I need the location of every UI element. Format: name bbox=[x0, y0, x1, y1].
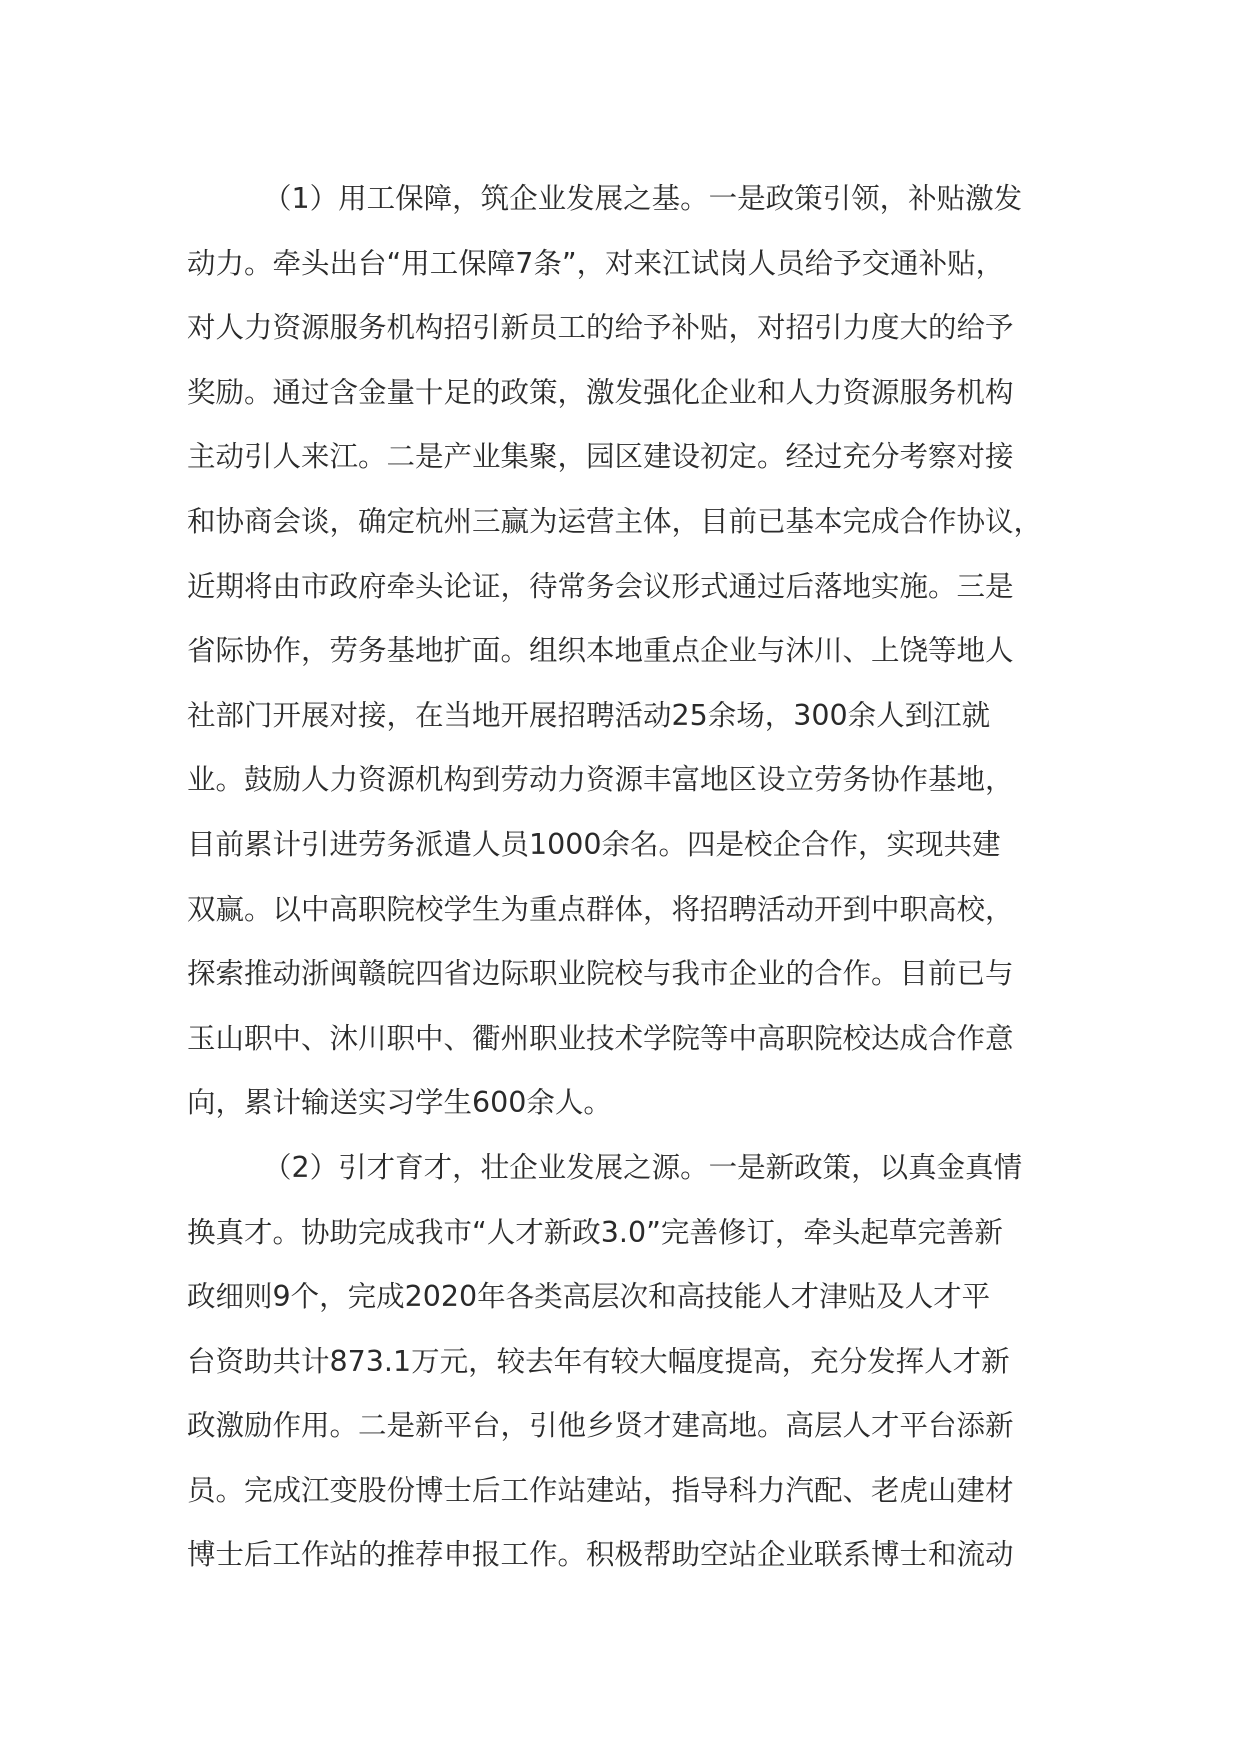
paragraph-line: 向，累计输送实习学生600余人。 bbox=[187, 1086, 612, 1120]
paragraph-line: 主动引人来江。二是产业集聚，园区建设初定。经过充分考察对接 bbox=[187, 440, 1014, 474]
paragraph-line: 业。鼓励人力资源机构到劳动力资源丰富地区设立劳务协作基地， bbox=[187, 763, 1014, 797]
paragraph-line: 政激励作用。二是新平台，引他乡贤才建高地。高层人才平台添新 bbox=[187, 1409, 1014, 1443]
paragraph-line: 员。完成江变股份博士后工作站建站，指导科力汽配、老虎山建材 bbox=[187, 1473, 1014, 1507]
paragraph-line: 对人力资源服务机构招引新员工的给予补贴，对招引力度大的给予 bbox=[187, 311, 1014, 345]
paragraph-line: 探索推动浙闽赣皖四省边际职业院校与我市企业的合作。目前已与 bbox=[187, 957, 1014, 991]
paragraph-line: 省际协作，劳务基地扩面。组织本地重点企业与沐川、上饶等地人 bbox=[187, 634, 1014, 668]
paragraph-line: （2）引才育才，壮企业发展之源。一是新政策，以真金真情 bbox=[263, 1150, 1023, 1184]
paragraph-line: 玉山职中、沐川职中、衢州职业技术学院等中高职院校达成合作意 bbox=[187, 1021, 1014, 1055]
document-body bbox=[187, 167, 1057, 1588]
paragraph-line: 近期将由市政府牵头论证，待常务会议形式通过后落地实施。三是 bbox=[187, 569, 1014, 603]
paragraph-line: （1）用工保障，筑企业发展之基。一是政策引领，补贴激发 bbox=[263, 182, 1023, 215]
paragraph-line: 动力。牵头出台“用工保障7条”，对来江试岗人员给予交通补贴， bbox=[187, 246, 1005, 280]
paragraph-line: 台资助共计873.1万元，较去年有较大幅度提高，充分发挥人才新 bbox=[187, 1344, 1010, 1378]
paragraph-line: 奖励。通过含金量十足的政策，激发强化企业和人力资源服务机构 bbox=[187, 375, 1014, 409]
paragraph-line: 博士后工作站的推荐申报工作。积极帮助空站企业联系博士和流动 bbox=[187, 1538, 1014, 1572]
paragraph-line: 和协商会谈，确定杭州三赢为运营主体，目前已基本完成合作协议， bbox=[187, 504, 1043, 538]
paragraph-1 bbox=[187, 167, 1057, 1136]
paragraph-line: 政细则9个，完成2020年各类高层次和高技能人才津贴及人才平 bbox=[187, 1280, 991, 1314]
paragraph-line: 双赢。以中高职院校学生为重点群体，将招聘活动开到中职高校， bbox=[187, 892, 1014, 926]
paragraph-line: 换真才。协助完成我市“人才新政3.0”完善修订，牵头起草完善新 bbox=[187, 1215, 1003, 1249]
paragraph-2 bbox=[187, 1136, 1057, 1588]
paragraph-line: 目前累计引进劳务派遣人员1000余名。四是校企合作，实现共建 bbox=[187, 827, 1001, 861]
paragraph-line: 社部门开展对接，在当地开展招聘活动25余场，300余人到江就 bbox=[187, 698, 991, 732]
